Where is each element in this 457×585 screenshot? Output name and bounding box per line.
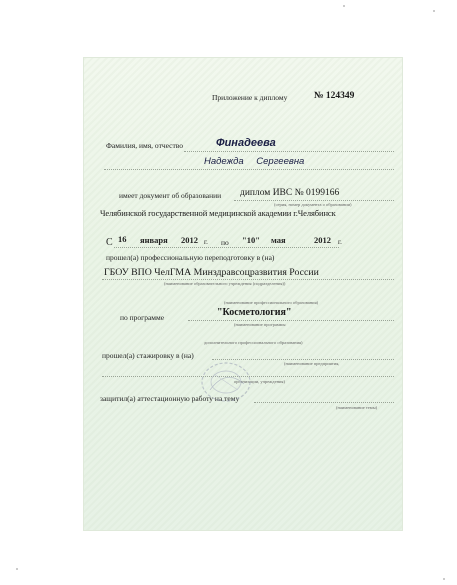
period-to-month: мая <box>271 235 286 245</box>
education-document: диплом ИВС № 0199166 <box>240 188 340 198</box>
surname-line <box>184 151 394 152</box>
training-label: прошел(а) профессиональную переподготовку в (на) <box>106 253 275 262</box>
scan-speck <box>443 578 445 580</box>
period-to-year-suffix: г. <box>338 238 342 246</box>
period-to-year: 2012 <box>314 235 331 245</box>
period-from-year-suffix: г. <box>204 238 208 246</box>
education-hint: (серия, номер документа о образовании) <box>274 202 352 207</box>
internship-label: прошел(а) стажировку в (на) <box>102 351 194 360</box>
period-line <box>114 247 339 248</box>
surname-handwritten: Финадеева <box>216 137 276 149</box>
internship-hint-right: (наименование предприятия, <box>284 361 340 366</box>
training-hint: (наименование образовательного учреждения (подразделения)) <box>164 281 286 286</box>
diploma-appendix-sheet <box>84 58 402 530</box>
program-line <box>188 320 394 321</box>
program-label: по программе <box>120 313 165 322</box>
period-to-label: по <box>221 238 229 247</box>
internship-hint-bottom: организации, учреждения) <box>234 379 285 384</box>
given-names-line <box>104 169 394 170</box>
thesis-label: защитил(а) аттестационную работу на тему <box>100 394 240 403</box>
fio-label: Фамилия, имя, отчество <box>106 141 183 150</box>
thesis-hint: (наименование темы) <box>336 405 378 410</box>
training-line <box>102 279 394 280</box>
education-document-line <box>234 200 394 201</box>
scan-speck <box>433 10 435 12</box>
training-institution: ГБОУ ВПО ЧелГМА Минздравсоцразвития России <box>104 267 319 278</box>
period-to-day: "10" <box>242 235 260 245</box>
thesis-line <box>254 402 394 403</box>
stamp-seal-icon <box>200 360 252 404</box>
given-names-handwritten: Надежда Сергеевна <box>204 156 305 167</box>
program-hint-bottom: (наименование программы <box>234 322 286 327</box>
appendix-label: Приложение к диплому <box>212 93 288 102</box>
period-from-month: января <box>140 235 168 245</box>
education-label: имеет документ об образовании <box>119 191 222 200</box>
scan-speck <box>16 568 18 570</box>
appendix-number: № 124349 <box>314 91 355 101</box>
period-from-day: 16 <box>118 234 127 244</box>
period-from-year: 2012 <box>181 235 198 245</box>
program-hint-top: (наименование профессионального образования) <box>224 300 319 305</box>
scan-speck <box>343 5 345 7</box>
internship-hint-top: дополнительного профессионального образования) <box>204 340 303 345</box>
period-from-prefix: С <box>106 237 113 248</box>
program-name: "Косметология" <box>217 307 292 318</box>
education-institution: Челябинской государственной медицинской академии г.Челябинск <box>100 208 336 218</box>
